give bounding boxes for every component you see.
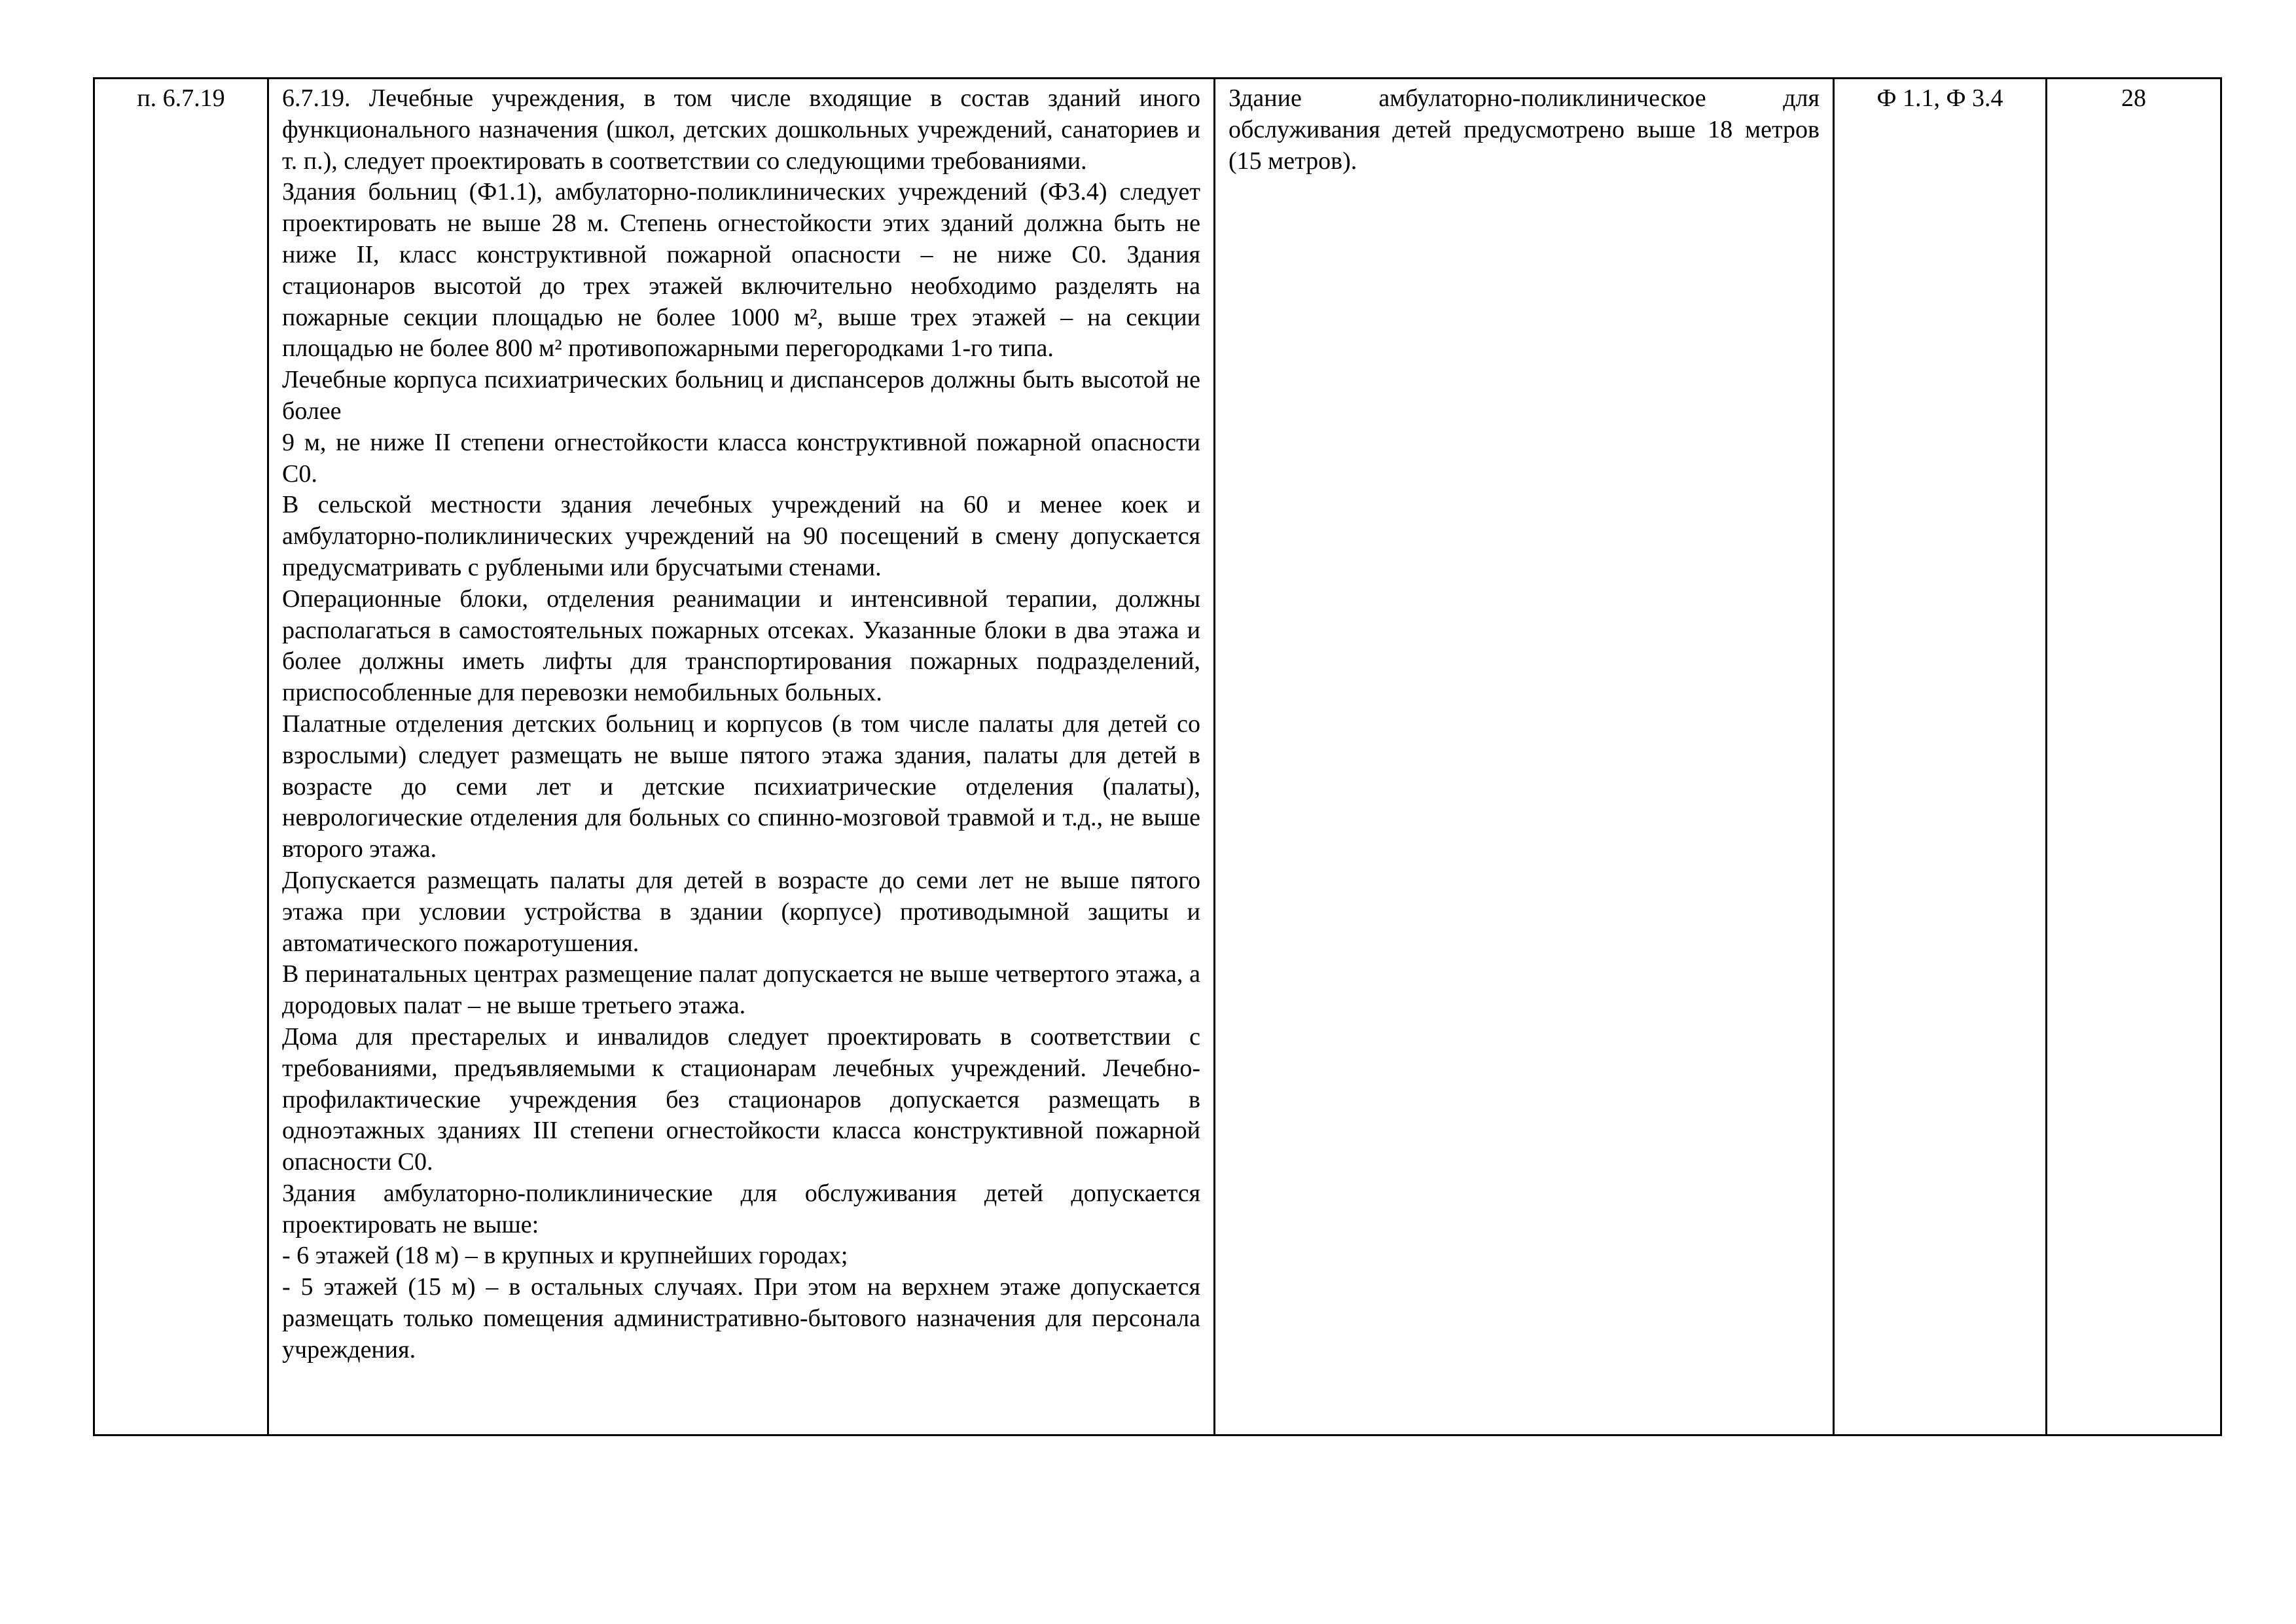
table-row — [94, 79, 2221, 1435]
value-cell: 28 — [2047, 79, 2221, 1435]
requirement-paragraph: Допускается размещать палаты для детей в возрасте до семи лет не выше пятого этажа при условии устройства в здании (корпусе) противодымной защиты и автоматического пожаротушения. — [282, 866, 1200, 957]
violation-cell — [1215, 79, 1834, 1435]
requirement-cell — [268, 79, 1215, 1435]
requirement-paragraph: Операционные блоки, отделения реанимации и интенсивной терапии, должны располагаться в самостоятельных пожарных отсеках. Указанные блоки в два этажа и более должны иметь лифты для транспортирования пожарных подразделений, приспособленные для перевозки немобильных больных. — [282, 585, 1200, 707]
violation-text: Здание амбулаторно-поликлиническое для обслуживания детей предусмотрено выше 18 метров (15 метров). — [1229, 84, 1820, 175]
requirement-paragraph: В сельской местности здания лечебных учреждений на 60 и менее коек и амбулаторно-поликлинических учреждений на 90 посещений в смену допускается предусматривать с рублеными или брусчатыми стенами. — [282, 491, 1200, 581]
clause-cell: п. 6.7.19 — [94, 79, 268, 1435]
requirement-paragraph: Здания больниц (Ф1.1), амбулаторно-поликлинических учреждений (Ф3.4) следует проектировать не выше 28 м. Степень огнестойкости этих зданий должна быть не ниже II, класс конструктивной пожарной опасности – не ниже С0. Здания стационаров высотой до трех этажей включительно необходимо разделять на пожарные секции площадью не более 1000 м², выше трех этажей – на секции площадью не более 800 м² противопожарными перегородками 1-го типа. — [282, 178, 1200, 363]
class-cell: Ф 1.1, Ф 3.4 — [1834, 79, 2047, 1435]
requirement-paragraph: Здания амбулаторно-поликлинические для обслуживания детей допускается проектировать не выше: — [282, 1179, 1200, 1238]
requirements-table — [93, 77, 2222, 1436]
requirement-paragraph: Палатные отделения детских больниц и корпусов (в том числе палаты для детей со взрослыми) следует размещать не выше пятого этажа здания, палаты для детей в возрасте до семи лет и детские психиатрические отделения (палаты), неврологические отделения для больных со спинно-мозговой травмой и т.д., не выше второго этажа. — [282, 710, 1200, 863]
requirement-paragraph: - 5 этажей (15 м) – в остальных случаях. При этом на верхнем этаже допускается размещать только помещения административно-бытового назначения для персонала учреждения. — [282, 1273, 1200, 1363]
requirement-paragraph: 6.7.19. Лечебные учреждения, в том числе входящие в состав зданий иного функционального назначения (школ, детских дошкольных учреждений, санаториев и т. п.), следует проектировать в соответствии со следующими требованиями. — [282, 84, 1200, 175]
requirement-paragraph: Лечебные корпуса психиатрических больниц и диспансеров должны быть высотой не более — [282, 366, 1200, 425]
requirement-paragraph: Дома для престарелых и инвалидов следует проектировать в соответствии с требованиями, предъявляемыми к стационарам лечебных учреждений. Лечебно-профилактические учреждения без стационаров допускается размещать в одноэтажных зданиях III степени огнестойкости класса конструктивной пожарной опасности С0. — [282, 1022, 1200, 1176]
requirement-paragraph: В перинатальных центрах размещение палат допускается не выше четвертого этажа, а дородовых палат – не выше третьего этажа. — [282, 960, 1200, 1020]
requirement-paragraph: 9 м, не ниже II степени огнестойкости класса конструктивной пожарной опасности С0. — [282, 428, 1200, 488]
requirement-paragraph: - 6 этажей (18 м) – в крупных и крупнейших городах; — [282, 1242, 848, 1270]
